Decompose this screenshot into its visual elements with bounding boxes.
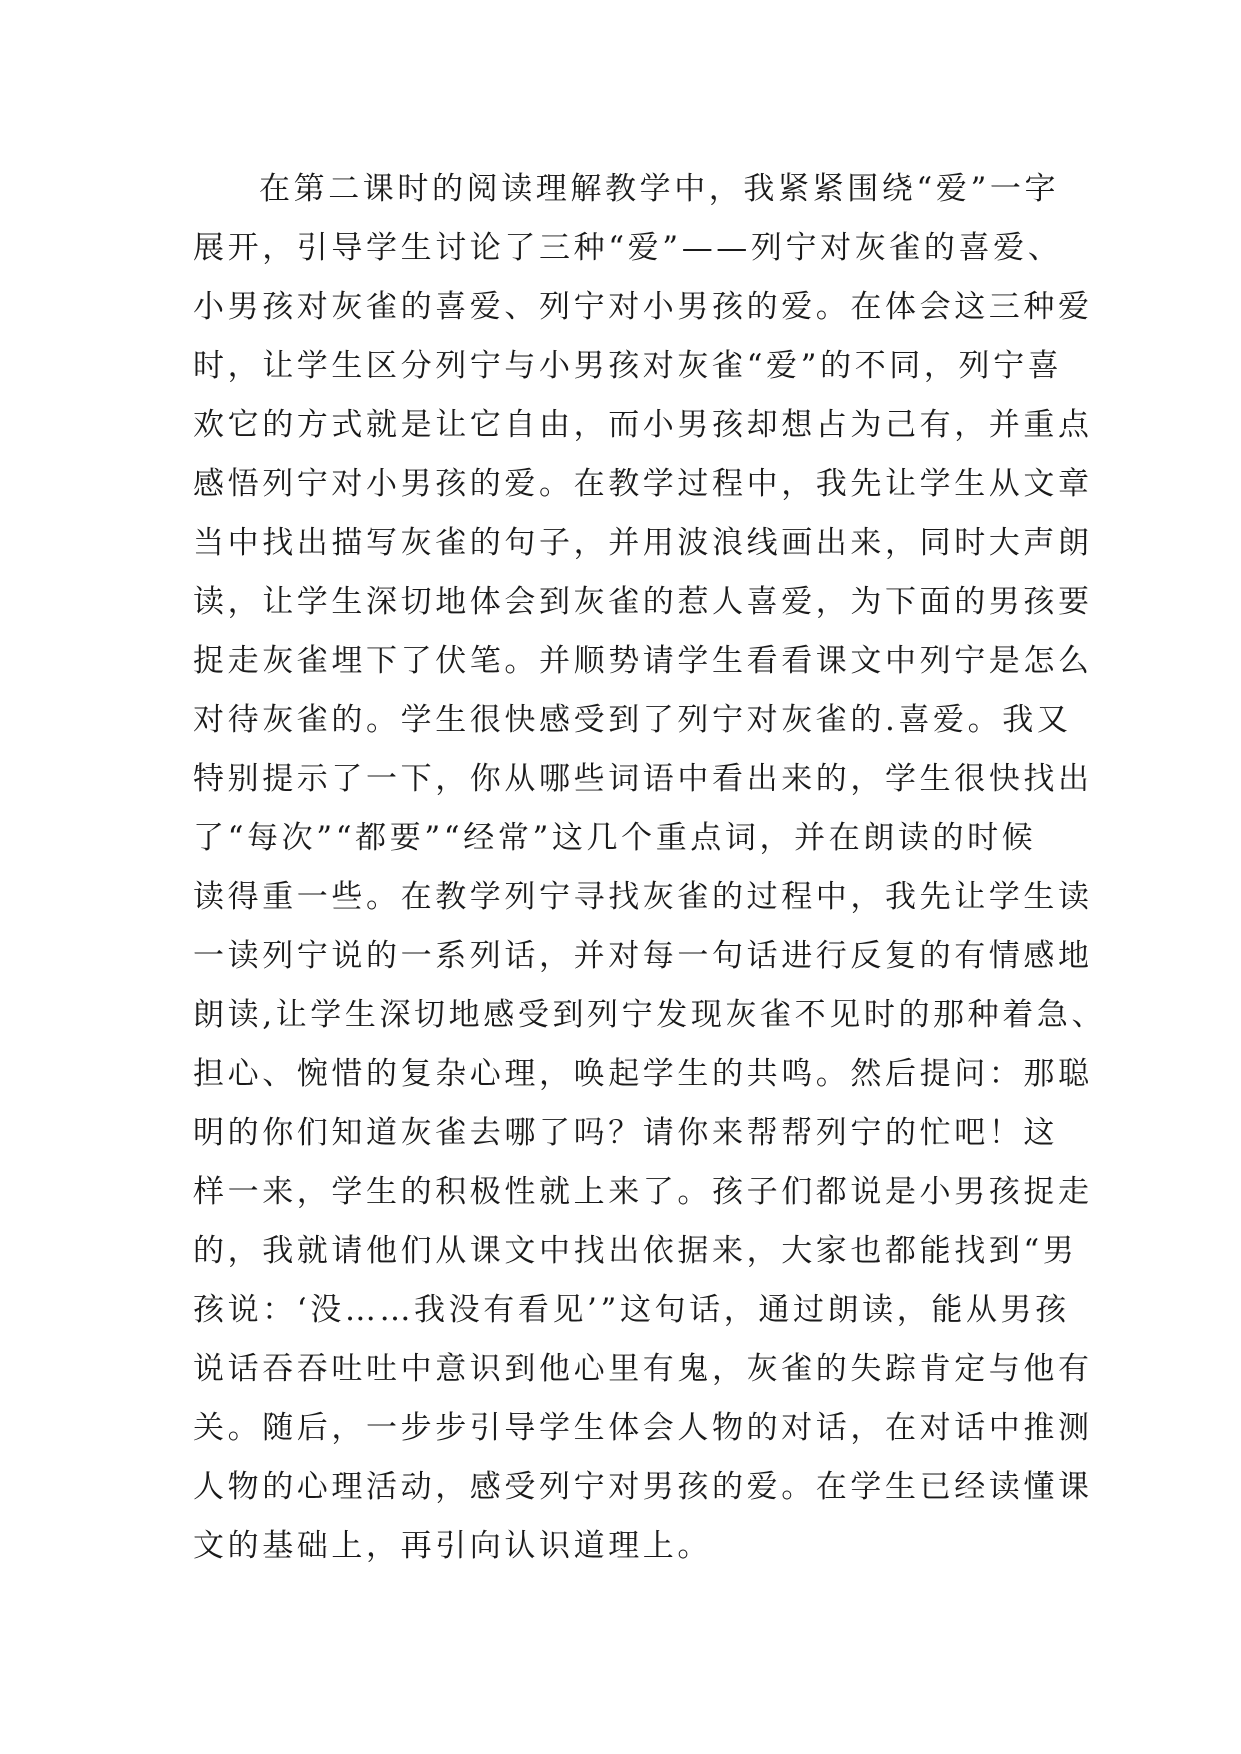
text-line: 捉走灰雀埋下了伏笔。并顺势请学生看看课文中列宁是怎么 — [193, 643, 1093, 679]
text-line: 特别提示了一下，你从哪些词语中看出来的，学生很快找出 — [193, 761, 1093, 797]
text-line: 朗读,让学生深切地感受到列宁发现灰雀不见时的那种着急、 — [193, 997, 1107, 1033]
text-line: 说话吞吞吐吐中意识到他心里有鬼，灰雀的失踪肯定与他有 — [193, 1351, 1093, 1387]
text-line: 对待灰雀的。学生很快感受到了列宁对灰雀的.喜爱。我又 — [193, 702, 1072, 738]
text-line: 了“每次”“都要”“经常”这几个重点词，并在朗读的时候 — [193, 820, 1037, 856]
text-line: 样一来，学生的积极性就上来了。孩子们都说是小男孩捉走 — [193, 1174, 1093, 1210]
text-line: 感悟列宁对小男孩的爱。在教学过程中，我先让学生从文章 — [193, 466, 1093, 502]
text-line: 在第二课时的阅读理解教学中，我紧紧围绕“爱”一字 — [259, 171, 1060, 207]
text-line: 读，让学生深切地体会到灰雀的惹人喜爱，为下面的男孩要 — [193, 584, 1093, 620]
text-line: 人物的心理活动，感受列宁对男孩的爱。在学生已经读懂课 — [193, 1469, 1093, 1505]
body-paragraph — [193, 160, 1107, 1576]
text-line: 展开，引导学生讨论了三种“爱”——列宁对灰雀的喜爱、 — [193, 230, 1063, 266]
text-line: 小男孩对灰雀的喜爱、列宁对小男孩的爱。在体会这三种爱 — [193, 289, 1093, 325]
text-line: 的，我就请他们从课文中找出依据来，大家也都能找到“男 — [193, 1233, 1078, 1269]
text-line: 读得重一些。在教学列宁寻找灰雀的过程中，我先让学生读 — [193, 879, 1093, 915]
text-line: 一读列宁说的一系列话，并对每一句话进行反复的有情感地 — [193, 938, 1093, 974]
text-line: 孩说：‘没……我没有看见’”这句话，通过朗读，能从男孩 — [193, 1292, 1070, 1328]
text-line: 明的你们知道灰雀去哪了吗？请你来帮帮列宁的忙吧！这 — [193, 1115, 1058, 1151]
text-line: 担心、惋惜的复杂心理，唤起学生的共鸣。然后提问：那聪 — [193, 1056, 1093, 1092]
text-line: 文的基础上，再引向认识道理上。 — [193, 1528, 712, 1564]
text-line: 欢它的方式就是让它自由，而小男孩却想占为己有，并重点 — [193, 407, 1093, 443]
text-line: 关。随后，一步步引导学生体会人物的对话，在对话中推测 — [193, 1410, 1093, 1446]
text-line: 时，让学生区分列宁与小男孩对灰雀“爱”的不同，列宁喜 — [193, 348, 1063, 384]
text-line: 当中找出描写灰雀的句子，并用波浪线画出来，同时大声朗 — [193, 525, 1093, 561]
